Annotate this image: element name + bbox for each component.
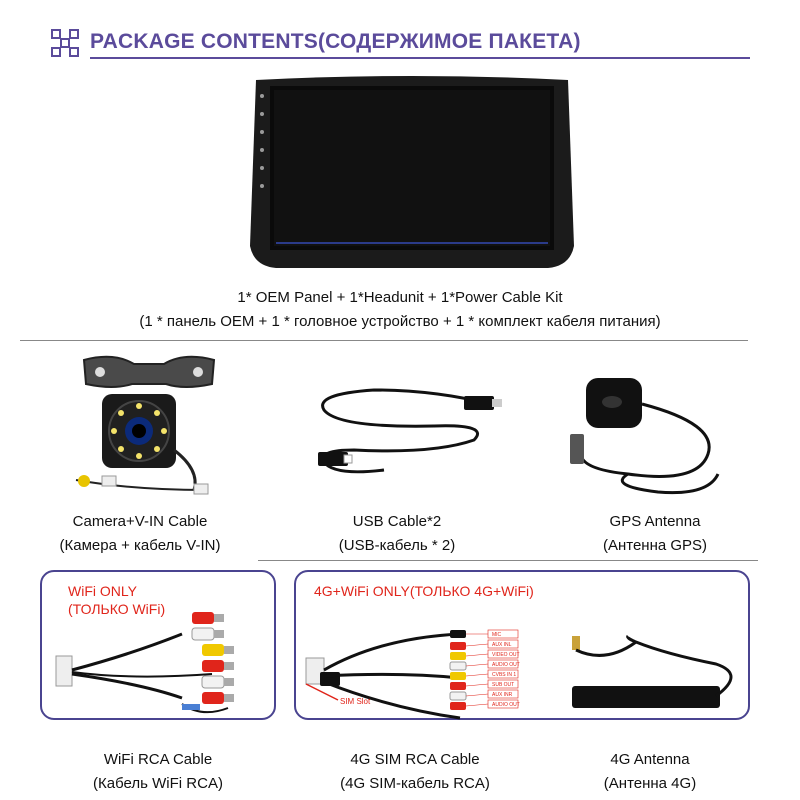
grid-diagram-icon (50, 28, 80, 58)
connector-label-5: SUB OUT (492, 682, 515, 688)
wifi-rca-caption (40, 748, 276, 796)
headunit-caption (0, 286, 800, 334)
page-title: PACKAGE CONTENTS(СОДЕРЖИМОЕ ПАКЕТА) (90, 30, 581, 53)
fourg-antenna-label-ru: (Антенна 4G) (603, 775, 697, 792)
fourg-antenna-label: 4G Antenna (610, 751, 690, 768)
gps-label-ru: (Антенна GPS) (602, 537, 708, 554)
fourg-sim-caption (300, 748, 530, 796)
divider-2 (258, 560, 758, 561)
camera-image (74, 350, 224, 500)
usb-label: USB Cable*2 (352, 513, 442, 530)
gps-caption (560, 510, 750, 558)
fourg-antenna-caption (560, 748, 740, 796)
divider-1 (20, 340, 748, 341)
caption-en: 1* OEM Panel + 1*Headunit + 1*Power Cable Kit (237, 289, 563, 306)
headunit-image (248, 76, 576, 272)
fourg-sim-label-ru: (4G SIM-кабель RCA) (340, 775, 490, 792)
connector-label-7: AUDIO OUT (492, 702, 520, 708)
connector-label-1: AUX INL (492, 642, 512, 648)
fourg-antenna-image (566, 634, 746, 714)
wifi-rca-label: WiFi RCA Cable (103, 751, 213, 768)
section-header (50, 24, 750, 64)
camera-label: Camera+V-IN Cable (72, 513, 208, 530)
sim-slot-label: SIM Slot (340, 697, 371, 706)
wifi-rca-label-ru: (Кабель WiFi RCA) (93, 775, 223, 792)
fourg-sim-label: 4G SIM RCA Cable (350, 751, 480, 768)
camera-label-ru: (Камера + кабель V-IN) (59, 537, 221, 554)
gps-antenna-image (568, 374, 738, 500)
connector-label-0: MIC (492, 632, 502, 638)
wifi-tag-line1: WiFi ONLY (68, 583, 137, 599)
connector-label-3: AUDIO OUT (492, 662, 520, 668)
usb-caption (292, 510, 502, 558)
caption-ru: (1 * панель OEM + 1 * головное устройство + 1 * комплект кабеля питания) (139, 313, 661, 330)
title-underline (90, 57, 750, 59)
gps-label: GPS Antenna (609, 513, 701, 530)
wifi-tag-line2: (ТОЛЬКО WiFi) (68, 601, 166, 617)
connector-label-2: VIDEO OUT (492, 652, 520, 658)
usb-cable-image (314, 380, 508, 480)
usb-label-ru: (USB-кабель * 2) (338, 537, 456, 554)
fourg-sim-rca-cable-image (300, 628, 550, 724)
wifi-rca-cable-image (52, 604, 272, 718)
connector-label-4: CVBS IN 1 (492, 672, 517, 678)
fourg-only-tag: 4G+WiFi ONLY(ТОЛЬКО 4G+WiFi) (314, 583, 534, 599)
camera-caption (20, 510, 260, 558)
connector-label-6: AUX INR (492, 692, 513, 698)
